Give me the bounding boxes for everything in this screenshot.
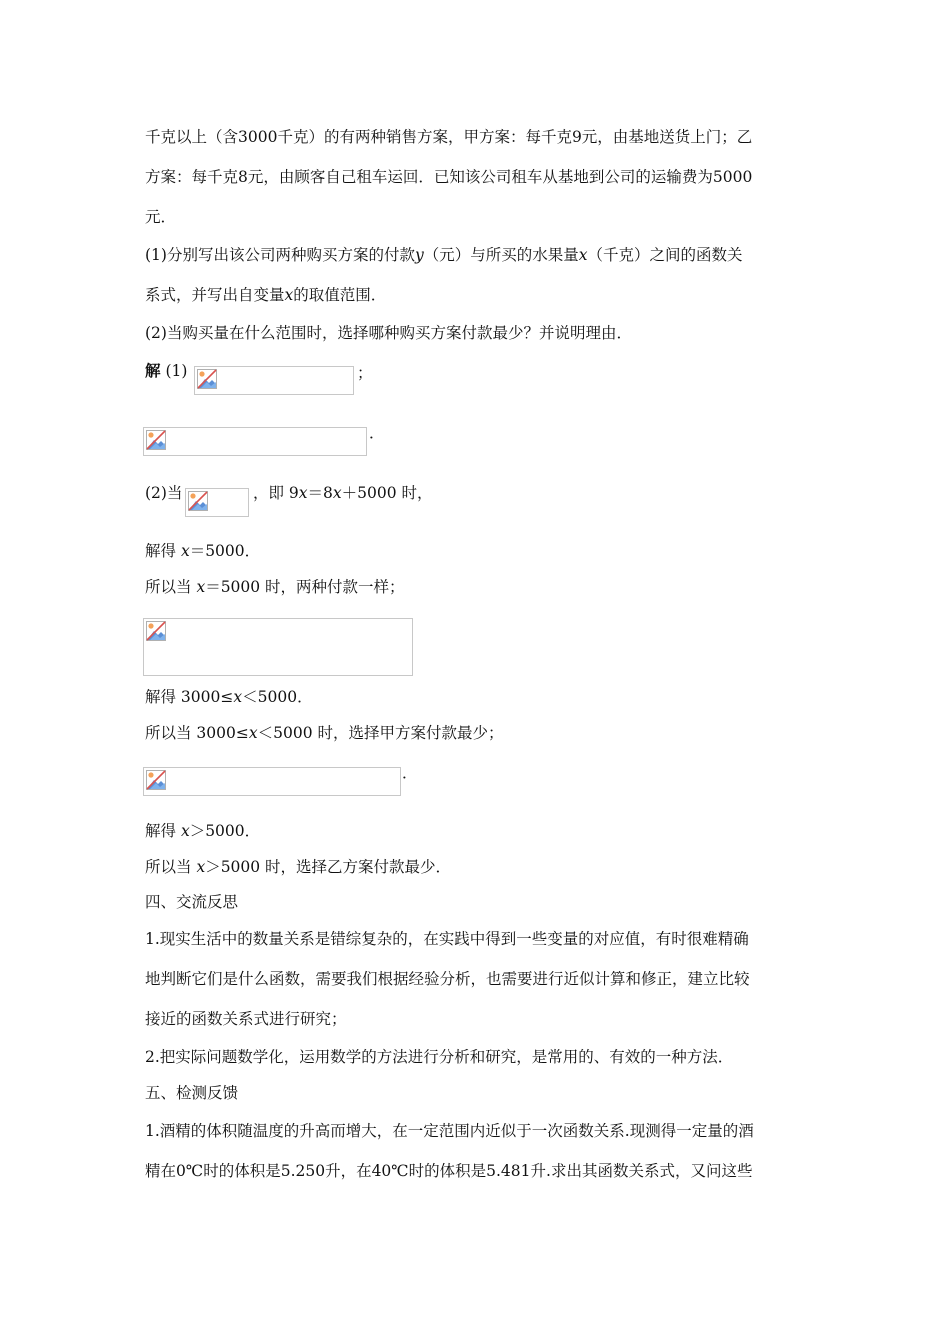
- broken-image-icon: [146, 770, 166, 790]
- solution-2-text-b: ，即 9: [253, 484, 299, 502]
- solution-2-equation: [253, 482, 433, 504]
- solve-1-text-b: ＝5000．: [189, 542, 261, 560]
- variable-x: x: [180, 822, 190, 840]
- broken-image-icon: [197, 369, 217, 389]
- solve-2-text-a: 解得 3000≤: [145, 688, 234, 706]
- conclusion-2-text-a: 所以当 3000≤: [145, 724, 249, 742]
- formula-image-1: [194, 366, 354, 395]
- solution-2-text-d: ＋5000 时，: [341, 484, 433, 502]
- solution-2-text-c: ＝8: [307, 484, 333, 502]
- section-heading-4: 四、交流反思: [145, 893, 239, 911]
- question-1-text-b: （元）与所买的水果量: [423, 246, 579, 264]
- solve-3-text-b: ＞5000．: [189, 822, 261, 840]
- conclusion-line-1: [145, 576, 405, 598]
- variable-x: x: [332, 484, 342, 502]
- test-1-line-1: 1.酒精的体积随温度的升高而增大，在一定范围内近似于一次函数关系.现测得一定量的酒: [145, 1122, 754, 1140]
- variable-x: x: [248, 724, 258, 742]
- question-1-text-a: (1)分别写出该公司两种购买方案的付款: [145, 246, 415, 264]
- solve-3-text-a: 解得: [145, 822, 181, 840]
- broken-image-icon: [188, 491, 208, 511]
- question-1-text-d: 系式，并写出自变量: [145, 286, 285, 304]
- formula-image-4: [143, 618, 413, 676]
- solution-label: 解: [145, 362, 161, 380]
- variable-x: x: [578, 246, 588, 264]
- conclusion-3-text-a: 所以当: [145, 858, 197, 876]
- reflection-1-line-2: 地判断它们是什么函数，需要我们根据经验分析，也需要进行近似计算和修正，建立比较: [145, 970, 750, 988]
- conclusion-1-text-a: 所以当: [145, 578, 197, 596]
- question-2: (2)当购买量在什么范围时，选择哪种购买方案付款最少？并说明理由．: [145, 324, 632, 342]
- solve-2-text-b: ＜5000．: [242, 688, 313, 706]
- question-1-line-1: [145, 244, 743, 266]
- formula-image-2: [143, 427, 367, 456]
- variable-x: x: [180, 542, 190, 560]
- variable-x: x: [284, 286, 294, 304]
- solution-2-prefix: (2)当: [145, 484, 183, 502]
- solve-1-text-a: 解得: [145, 542, 181, 560]
- paragraph-line-1: 千克以上（含3000千克）的有两种销售方案，甲方案：每千克9元，由基地送货上门；乙: [145, 128, 753, 146]
- conclusion-line-2: [145, 722, 504, 744]
- solution-3-tail: ．: [402, 764, 418, 782]
- broken-image-icon: [146, 430, 166, 450]
- test-1-line-2: 精在0℃时的体积是5.250升，在40℃时的体积是5.481升.求出其函数关系式，又问这些: [145, 1162, 753, 1180]
- solution-part-1: [145, 360, 187, 382]
- solution-part-2: [145, 482, 182, 504]
- section-heading-5: 五、检测反馈: [145, 1084, 239, 1102]
- reflection-1-line-3: 接近的函数关系式进行研究；: [145, 1010, 347, 1028]
- formula-image-3: [185, 488, 249, 517]
- solution-1b-tail: ．: [369, 424, 385, 442]
- question-1-text-e: 的取值范围．: [293, 286, 387, 304]
- formula-image-5: [143, 767, 401, 796]
- conclusion-3-text-b: ＞5000 时，选择乙方案付款最少．: [205, 858, 452, 876]
- reflection-1-line-1: 1.现实生活中的数量关系是错综复杂的，在实践中得到一些变量的对应值，有时很难精确: [145, 930, 749, 948]
- variable-x: x: [196, 578, 206, 596]
- paragraph-line-2: 方案：每千克8元，由顾客自己租车运回．已知该公司租车从基地到公司的运输费为5000: [145, 168, 753, 186]
- solution-1-prefix: (1): [165, 362, 188, 380]
- broken-image-icon: [146, 621, 166, 641]
- solve-line-1: [145, 540, 260, 562]
- variable-x: x: [196, 858, 206, 876]
- conclusion-line-3: [145, 856, 451, 878]
- paragraph-line-3: 元．: [145, 208, 177, 226]
- question-1-text-c: （千克）之间的函数关: [587, 246, 743, 264]
- solve-line-3: [145, 820, 260, 842]
- conclusion-2-text-b: ＜5000 时，选择甲方案付款最少；: [257, 724, 504, 742]
- variable-x: x: [298, 484, 308, 502]
- question-1-line-2: [145, 284, 386, 306]
- reflection-2: 2.把实际问题数学化，运用数学的方法进行分析和研究，是常用的、有效的一种方法．: [145, 1048, 734, 1066]
- solution-1-tail: ；: [357, 364, 373, 382]
- conclusion-1-text-b: ＝5000 时，两种付款一样；: [205, 578, 405, 596]
- solve-line-2: [145, 686, 313, 708]
- variable-y: y: [414, 246, 424, 264]
- variable-x: x: [233, 688, 243, 706]
